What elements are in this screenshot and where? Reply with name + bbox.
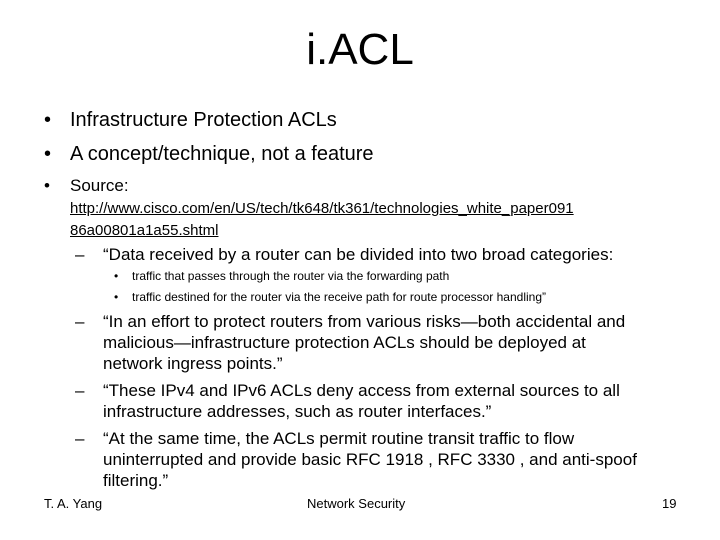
source-label: Source: bbox=[70, 176, 129, 195]
quote-text: “Data received by a router can be divided into two broad categories: bbox=[103, 245, 614, 264]
bullet-icon: • bbox=[44, 176, 50, 195]
quote-text: “In an effort to protect routers from various risks—both accidental and bbox=[103, 312, 626, 331]
source-link-continued[interactable]: 86a00801a1a55.shtml bbox=[70, 222, 219, 239]
bullet-icon: • bbox=[44, 109, 52, 131]
bullet-text: A concept/technique, not a feature bbox=[70, 143, 374, 165]
quote-text: filtering.” bbox=[103, 471, 169, 490]
quote-text: “At the same time, the ACLs permit routine transit traffic to flow bbox=[103, 429, 575, 448]
sub-bullet-text: traffic destined for the router via the receive path for route processor handling” bbox=[132, 290, 547, 304]
dash-icon: – bbox=[75, 312, 85, 331]
bullet-icon: • bbox=[44, 143, 52, 165]
slide-title: i.ACL bbox=[306, 25, 414, 74]
footer-course: Network Security bbox=[307, 496, 406, 511]
source-link[interactable]: http://www.cisco.com/en/US/tech/tk648/tk361/technologies_white_paper091 bbox=[70, 200, 574, 217]
quote-text: “These IPv4 and IPv6 ACLs deny access from external sources to all bbox=[103, 381, 620, 400]
dash-icon: – bbox=[75, 429, 85, 448]
footer-page-number: 19 bbox=[662, 496, 677, 511]
quote-text: uninterrupted and provide basic RFC 1918 , RFC 3330 , and anti-spoof bbox=[103, 450, 637, 469]
bullet-icon: • bbox=[114, 269, 119, 283]
dash-icon: – bbox=[75, 381, 85, 400]
footer-author: T. A. Yang bbox=[44, 496, 103, 511]
bullet-icon: • bbox=[114, 290, 119, 304]
dash-icon: – bbox=[75, 245, 85, 264]
quote-text: network ingress points.” bbox=[103, 354, 283, 373]
sub-bullet-text: traffic that passes through the router via the forwarding path bbox=[132, 269, 450, 283]
quote-text: infrastructure addresses, such as router interfaces.” bbox=[103, 402, 492, 421]
bullet-text: Infrastructure Protection ACLs bbox=[70, 109, 337, 131]
quote-text: malicious—infrastructure protection ACLs should be deployed at bbox=[103, 333, 586, 352]
